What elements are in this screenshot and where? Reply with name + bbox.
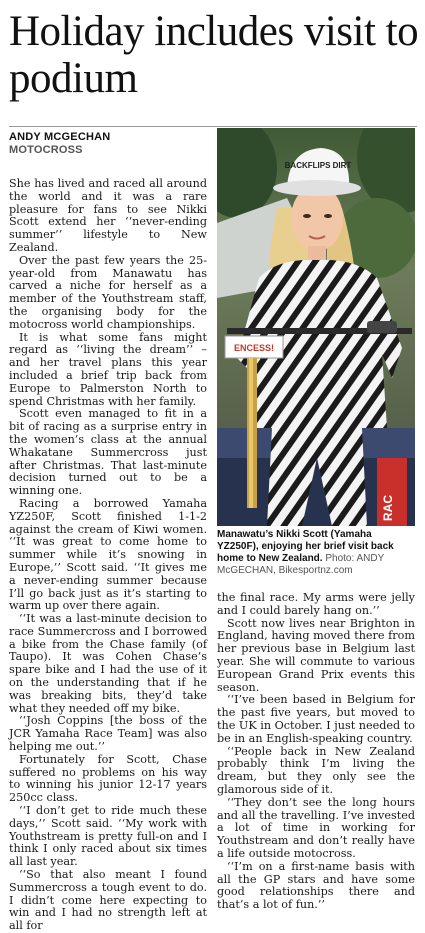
headline: Holiday includes visit to podium: [9, 8, 419, 102]
headline-rule: [9, 126, 417, 127]
paragraph: ‘‘It was a last-minute decision to race Summercross and I borrowed a bike from the Chase family (of Taupo). It was Cohen Chase’s spare bike and I had the use of it on the understanding that if he was breaking bits, they’d take what they needed off my bike.: [9, 612, 207, 715]
byline: ANDY MCGECHAN: [9, 131, 111, 143]
paragraph: She has lived and raced all around the world and it was a rare pleasure for fans to see Nikki Scott extend her ‘‘never-ending summer’’ lifestyle to New Zealand.: [9, 177, 207, 254]
paragraph: ‘‘They don’t see the long hours and all the travelling. I’ve invested a lot of time in working for Youthstream and don’t really have a life outside motocross.: [217, 795, 415, 860]
section-label: MOTOCROSS: [9, 144, 83, 156]
paragraph: Scott even managed to fit in a bit of racing as a surprise entry in the women’s class at the annual Whakatane Summercross just after Christmas. That last-minute decision turned out to be a winning one.: [9, 407, 207, 498]
paragraph: ‘‘I’ve been based in Belgium for the past five years, but moved to the UK in October. I just needed to be in an English-speaking country.: [217, 693, 415, 745]
paragraph: ‘‘I’m on a first-name basis with all the GP stars and have some good relationships there and that’s a lot of fun.’’: [217, 859, 415, 912]
jersey-text: RAC: [381, 495, 395, 521]
article-photo: [217, 128, 415, 526]
paragraph: the final race. My arms were jelly and I could barely hang on.’’: [217, 591, 415, 617]
photo-caption: [217, 529, 415, 577]
paragraph: It is what some fans might regard as ‘‘living the dream’’ – and her travel plans this year included a brief trip back from Europe to Palmerston North to spend Christmas with her family.: [9, 330, 207, 408]
photo-illustration: [217, 128, 415, 526]
paragraph: ‘‘So that also meant I found Summercross a tough event to do. I didn’t come here expecting to win and I had no strength left at all for: [9, 868, 207, 933]
paragraph: Fortunately for Scott, Chase suffered no problems on his way to winning his junior 12-17 years 250cc class.: [9, 752, 207, 805]
sign-text: ENCESS!: [233, 343, 275, 353]
article-column-2: [217, 592, 415, 912]
article-column-1: [9, 178, 207, 933]
photo-credit: Photo: ANDY McGECHAN, Bikesportnz.com: [217, 553, 385, 576]
caption-text: Manawatu’s Nikki Scott (Yamaha YZ250F), enjoying her brief visit back home to New Zealand.: [217, 529, 394, 564]
paragraph: Scott now lives near Brighton in England, having moved there from her previous base in Belgium last year. She will commute to various European Grand Prix events this season.: [217, 616, 415, 694]
paragraph: ‘‘Josh Coppins [the boss of the JCR Yamaha Race Team] was also helping me out.’’: [9, 714, 207, 754]
paragraph: Racing a borrowed Yamaha YZ250F, Scott finished 1-1-2 against the cream of Kiwi women. ‘‘It was great to come home to summer while it’s snowing in Europe,’’ Scott said. ‘‘It gives me a never-ending summer because I’ll go back just as it’s starting to warm up over there again.: [9, 496, 207, 613]
cap-logo-text: BACKFLIPS DIRT: [284, 161, 352, 170]
paragraph: ‘‘I don’t get to ride much these days,’’ Scott said. ‘‘My work with Youthstream is pretty full-on and I think I only raced about six times all last year.: [9, 804, 207, 869]
paragraph: ‘‘People back in New Zealand probably think I’m living the dream, but they only see the glamorous side of it.: [217, 744, 415, 796]
paragraph: Over the past few years the 25-year-old from Manawatu has carved a niche for herself as a member of the Youthstream staff, the organising body for the motocross world championships.: [9, 253, 207, 331]
